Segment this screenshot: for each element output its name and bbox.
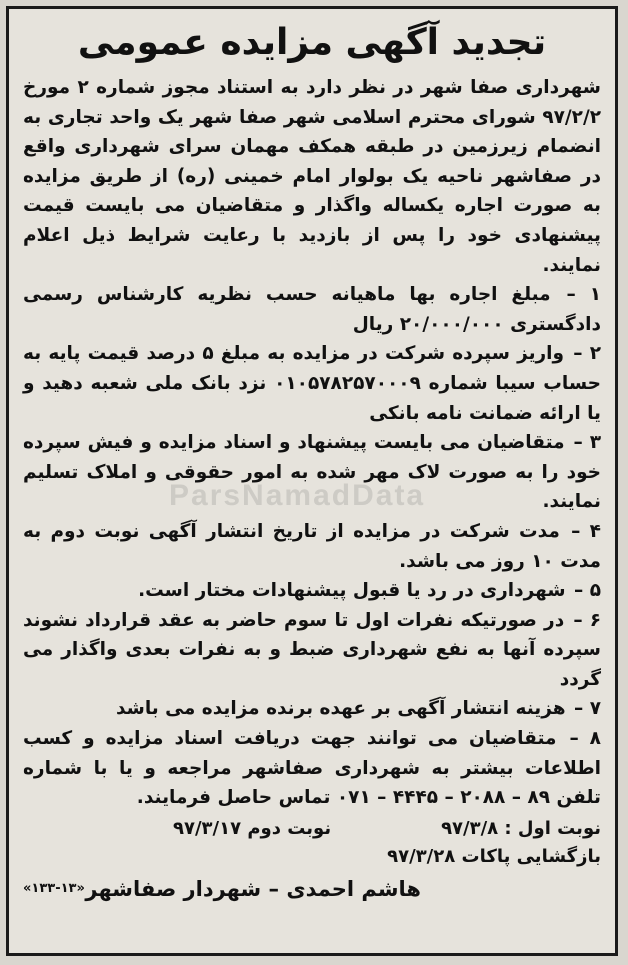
notice-footer: [23, 873, 601, 905]
condition-number: ۳ –: [573, 432, 601, 454]
condition-text: مبلغ اجاره بها ماهیانه حسب نظریه کارشناس رسمی دادگستری ۲۰/۰۰۰/۰۰۰ ریال: [23, 284, 601, 335]
condition-number: ۶ –: [573, 609, 601, 631]
condition-text: متقاضیان می بایست پیشنهاد و اسناد مزایده و فیش سپرده خود را به صورت لاک مهر شده به امور حقوقی و املاک تسلیم نمایند.: [23, 432, 601, 513]
envelope-opening-date: بازگشایی پاکات ۹۷/۳/۲۸: [387, 845, 601, 867]
publication-row: [23, 815, 601, 843]
condition-item: [23, 517, 601, 576]
condition-text: واریز سپرده شرکت در مزایده به مبلغ ۵ درصد قیمت پایه به حساب سیبا شماره ۰۱۰۵۷۸۲۵۷۰۰۰۹ نزد بانک ملی شعبه دهید و یا ارائه ضمانت نامه بانکی: [23, 343, 602, 424]
notice-title: تجدید آگهی مزایده عمومی: [77, 22, 547, 63]
opening-row: [23, 843, 601, 871]
condition-number: ۱ –: [566, 284, 601, 306]
watermark: ParsNamadData: [169, 479, 426, 512]
condition-item: [23, 428, 601, 517]
condition-item: [23, 576, 601, 606]
condition-item: [23, 339, 601, 428]
conditions-list: [23, 280, 601, 813]
condition-item: [23, 694, 601, 724]
condition-text: شهرداری در رد یا قبول پیشنهادات مختار است.: [138, 580, 566, 602]
signature: هاشم احمدی – شهردار صفاشهر: [85, 876, 421, 901]
condition-number: ۲ –: [573, 343, 601, 365]
auction-notice: [6, 6, 618, 956]
condition-text: هزینه انتشار آگهی بر عهده برنده مزایده می باشد: [115, 698, 566, 720]
first-publication-date: نوبت اول : ۹۷/۳/۸: [441, 817, 601, 839]
condition-number: ۴ –: [571, 520, 601, 542]
condition-number: ۷ –: [574, 698, 601, 720]
condition-text: متقاضیان می توانند جهت دریافت اسناد مزایده و کسب اطلاعات بیشتر به شهرداری صفاشهر مراجعه و یا با شماره تلفن ۸۹ – ۲۰۸۸ – ۴۴۴۵ – ۰۷۱ تماس حاصل فرمایند.: [23, 728, 601, 809]
condition-number: ۸ –: [569, 728, 601, 750]
condition-item: [23, 606, 601, 695]
condition-item: [23, 724, 601, 813]
notice-intro: شهرداری صفا شهر در نظر دارد به استناد مجوز شماره ۲ مورخ ۹۷/۲/۲ شورای محترم اسلامی شهر صفا شهر یک واحد تجاری به انضمام زیرزمین در طبقه همکف مهمان سرای شهرداری واقع در صفاشهر ناحیه یک بولوار امام خمینی (ره) از طریق مزایده به صورت اجاره یکساله واگذار و متقاضیان می بایست قیمت پیشنهادی خود را پس از بازدید با رعایت شرایط ذیل اعلام نمایند.: [23, 77, 602, 276]
reference-number: «۱۳۳-۱۳»: [23, 881, 85, 897]
publication-dates: [23, 815, 601, 871]
condition-number: ۵ –: [574, 580, 601, 602]
second-publication-date: نوبت دوم ۹۷/۳/۱۷: [173, 817, 332, 839]
condition-item: [23, 280, 601, 339]
condition-text: در صورتیکه نفرات اول تا سوم حاضر به عقد قرارداد نشوند سپرده آنها به نفع شهرداری ضبط و به نفرات بعدی واگذار می گردد: [23, 609, 601, 690]
condition-text: مدت شرکت در مزایده از تاریخ انتشار آگهی نوبت دوم به مدت ۱۰ روز می باشد.: [23, 520, 601, 572]
